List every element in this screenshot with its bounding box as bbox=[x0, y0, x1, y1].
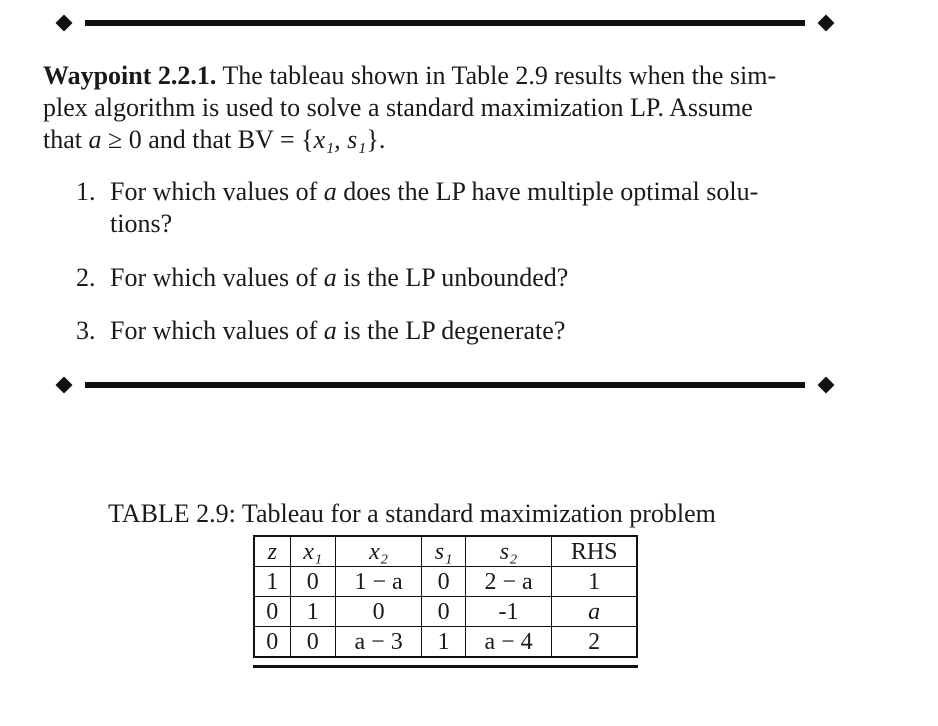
waypoint-line-3 bbox=[43, 124, 853, 156]
table-row bbox=[254, 627, 637, 658]
column-header: x₁ bbox=[290, 536, 335, 567]
table-cell: 0 bbox=[335, 597, 422, 627]
question-text: For which values of bbox=[110, 177, 324, 206]
question-item bbox=[76, 262, 568, 294]
question-line bbox=[110, 176, 758, 208]
table-cell: 2 − a bbox=[465, 567, 552, 597]
table-cell: 0 bbox=[290, 567, 335, 597]
table-cell: 0 bbox=[254, 597, 290, 627]
table-cell: a − 4 bbox=[465, 627, 552, 658]
column-header: x₂ bbox=[335, 536, 422, 567]
table-cell: 0 bbox=[422, 597, 465, 627]
diamond-right-icon bbox=[818, 15, 835, 32]
diamond-left-icon bbox=[56, 15, 73, 32]
table-cell: 1 bbox=[422, 627, 465, 658]
table-cell: 0 bbox=[254, 627, 290, 658]
divider-line bbox=[85, 382, 805, 388]
tableau bbox=[253, 535, 638, 658]
table-cell: 2 bbox=[552, 627, 637, 658]
waypoint-paragraph bbox=[43, 60, 853, 156]
math-variable: a bbox=[323, 316, 337, 345]
math-variable: a bbox=[88, 125, 102, 154]
table-cell: a − 3 bbox=[335, 627, 422, 658]
math-set: x₁, s₁ bbox=[313, 125, 367, 154]
divider-line bbox=[85, 20, 805, 26]
diamond-left-icon bbox=[56, 377, 73, 394]
table-cell: 1 bbox=[254, 567, 290, 597]
top-divider bbox=[55, 15, 835, 31]
question-number: 1. bbox=[76, 177, 96, 206]
table-cell: 1 − a bbox=[335, 567, 422, 597]
table-header-row bbox=[254, 536, 637, 567]
table-cell: 1 bbox=[552, 567, 637, 597]
column-header: z bbox=[254, 536, 290, 567]
table-row bbox=[254, 567, 637, 597]
column-header: s₁ bbox=[422, 536, 465, 567]
table-cell: 0 bbox=[422, 567, 465, 597]
table-bottom-rule bbox=[253, 665, 638, 668]
question-line bbox=[110, 262, 568, 294]
tableau-table bbox=[253, 535, 638, 658]
question-text: For which values of bbox=[110, 263, 324, 292]
question-number: 3. bbox=[76, 316, 96, 345]
table-cell: 1 bbox=[290, 597, 335, 627]
question-item bbox=[76, 176, 758, 240]
column-header: RHS bbox=[552, 536, 637, 567]
waypoint-line-2: plex algorithm is used to solve a standard maximization LP. Assume bbox=[43, 93, 753, 122]
table-row bbox=[254, 597, 637, 627]
question-line bbox=[110, 315, 565, 347]
table-cell: -1 bbox=[465, 597, 552, 627]
bottom-divider bbox=[55, 377, 835, 393]
question-text: is the LP unbounded? bbox=[336, 263, 569, 292]
question-text: is the LP degenerate? bbox=[336, 316, 566, 345]
question-item bbox=[76, 315, 565, 347]
waypoint-text: }. bbox=[366, 125, 386, 154]
waypoint-text: The tableau shown in Table 2.9 results when the sim- bbox=[216, 61, 777, 90]
column-header: s₂ bbox=[465, 536, 552, 567]
table-cell: 0 bbox=[290, 627, 335, 658]
waypoint-text: ≥ 0 and that BV = { bbox=[101, 125, 314, 154]
table-cell: a bbox=[552, 597, 637, 627]
table-caption: TABLE 2.9: Tableau for a standard maximization problem bbox=[108, 499, 716, 528]
waypoint-heading: Waypoint 2.2.1. bbox=[43, 61, 217, 90]
math-variable: a bbox=[323, 263, 337, 292]
math-variable: a bbox=[323, 177, 337, 206]
waypoint-line-1 bbox=[43, 60, 853, 92]
question-text: does the LP have multiple optimal solu- bbox=[336, 177, 759, 206]
question-line: tions? bbox=[110, 209, 173, 238]
question-number: 2. bbox=[76, 263, 96, 292]
question-text: For which values of bbox=[110, 316, 324, 345]
waypoint-text: that bbox=[43, 125, 89, 154]
diamond-right-icon bbox=[818, 377, 835, 394]
